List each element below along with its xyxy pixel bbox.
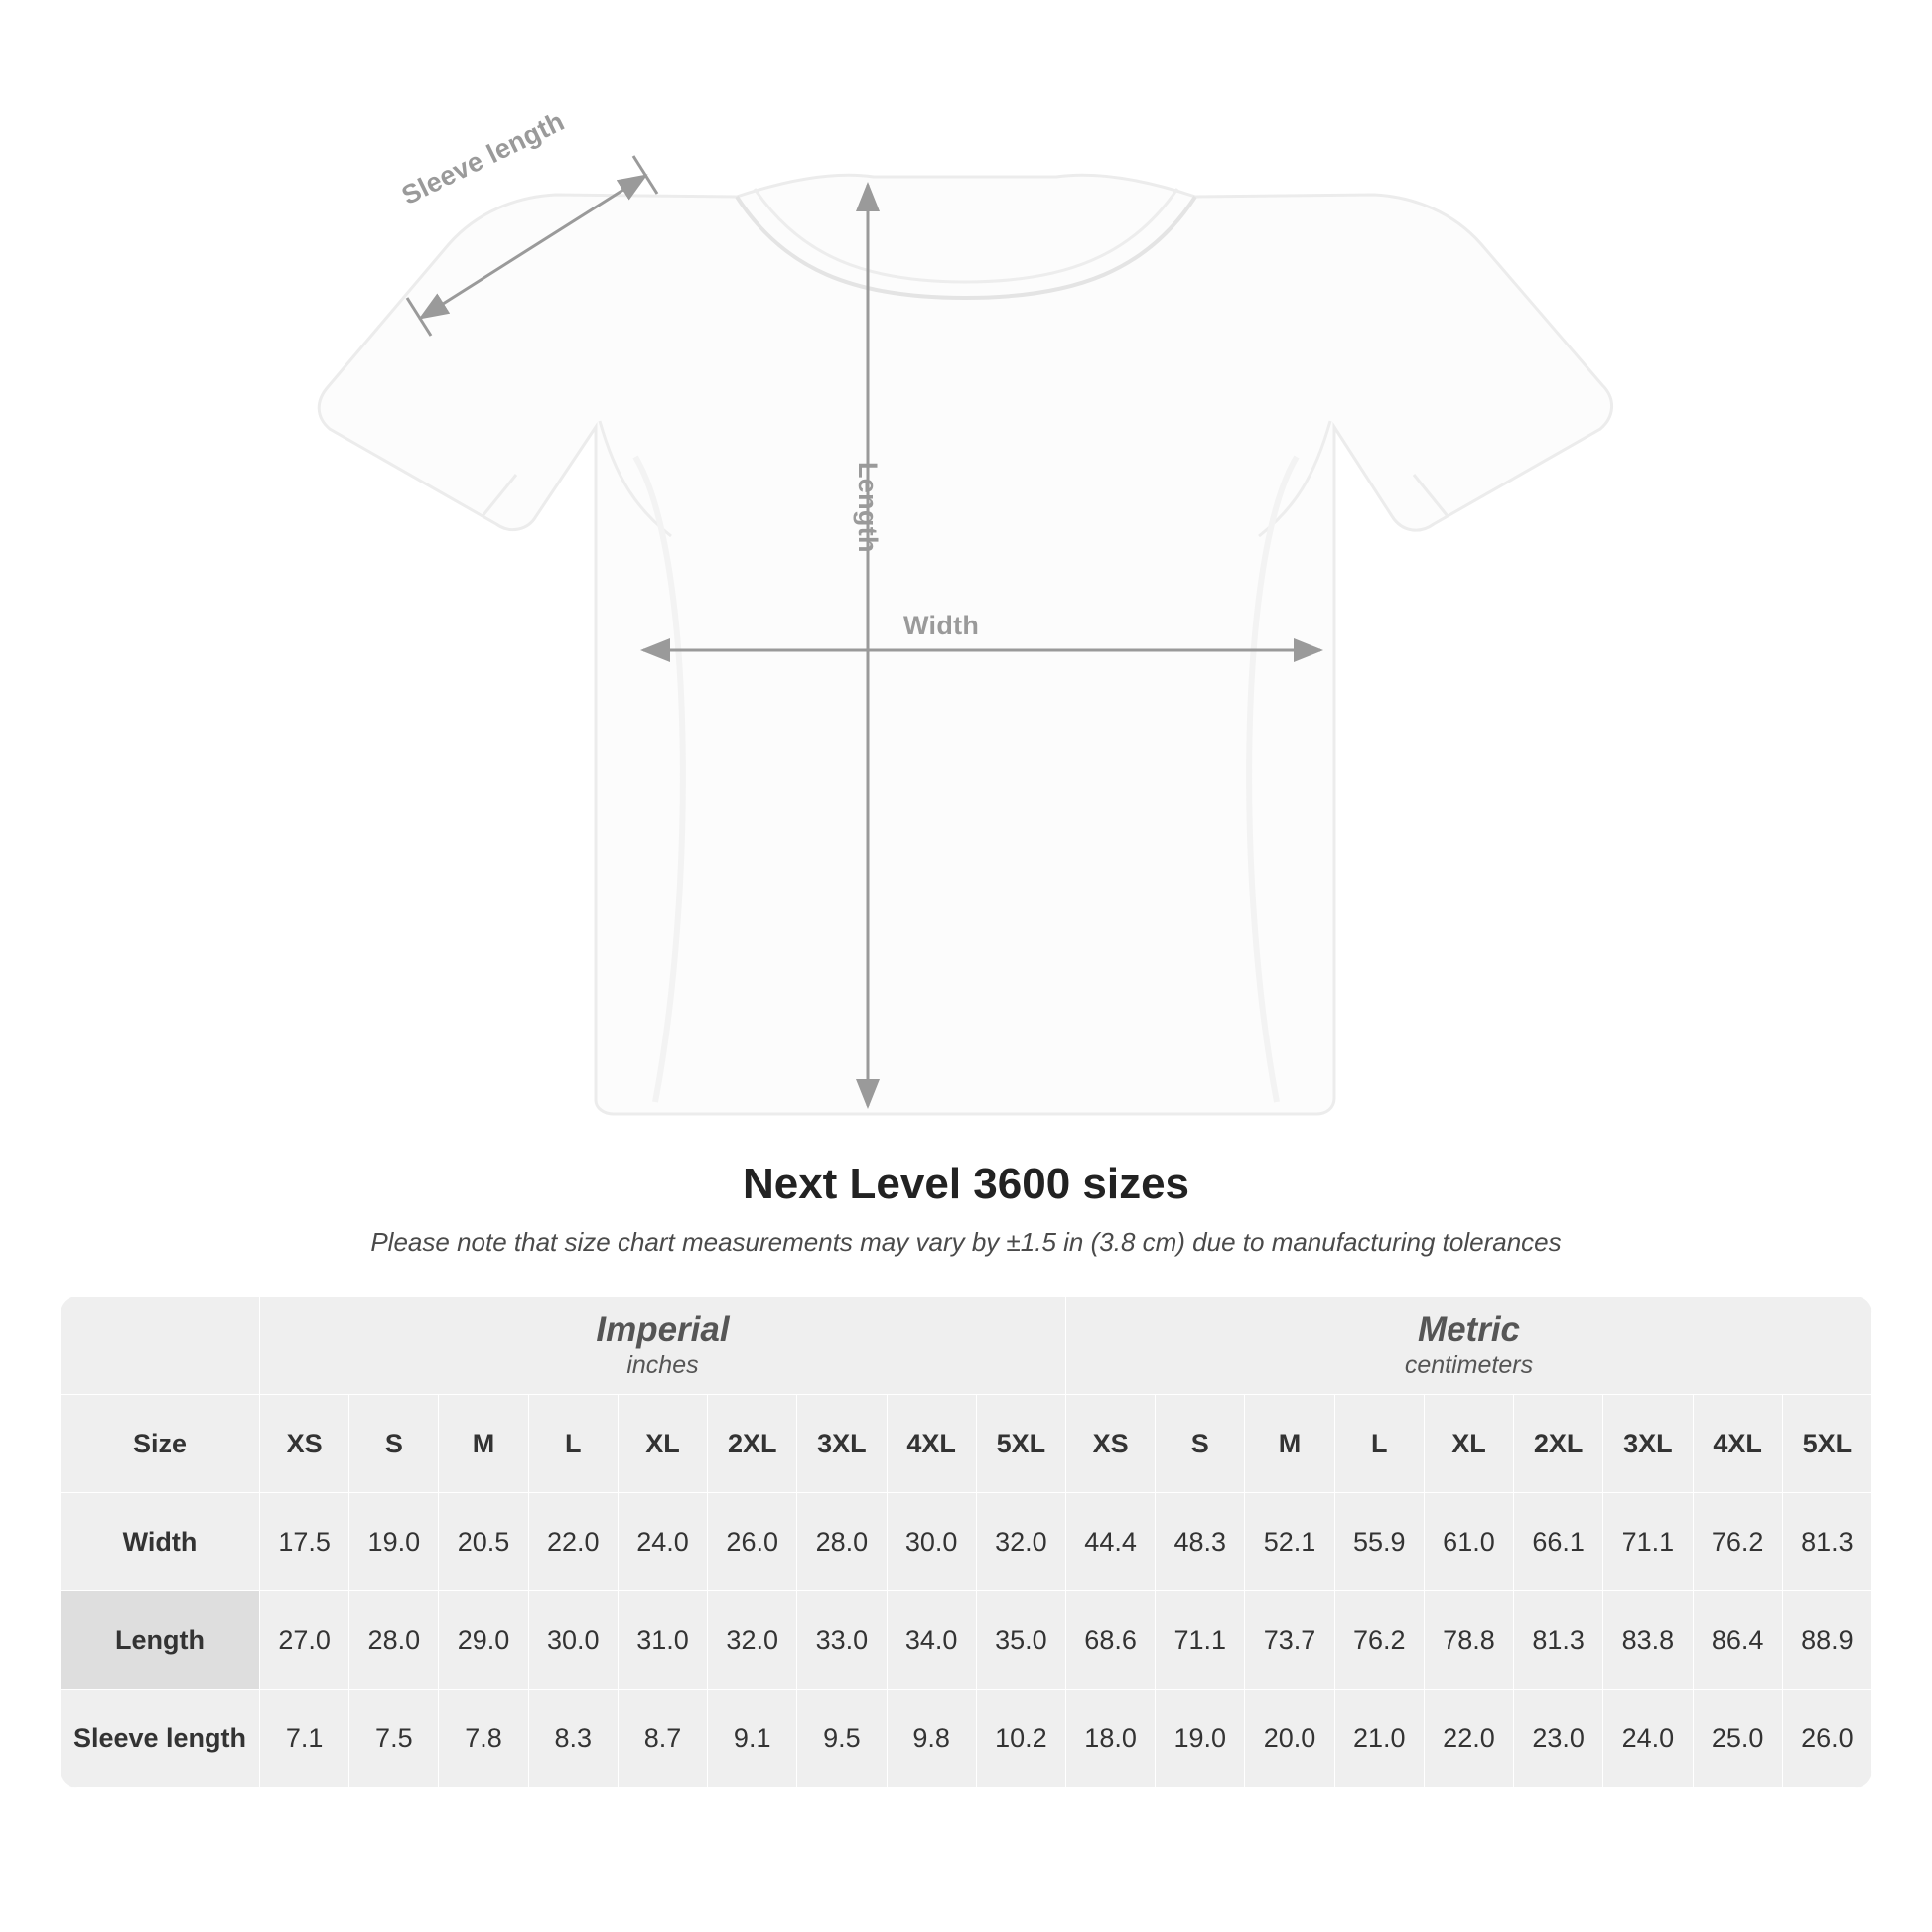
size-column-header: L — [1334, 1395, 1424, 1493]
measurement-cell: 66.1 — [1514, 1493, 1603, 1591]
measurement-cell: 71.1 — [1156, 1591, 1245, 1690]
size-column-header: M — [439, 1395, 528, 1493]
measurement-cell: 19.0 — [1156, 1690, 1245, 1788]
measurement-cell: 34.0 — [887, 1591, 976, 1690]
table-corner-cell — [61, 1297, 260, 1395]
unit-group-name: Imperial — [596, 1310, 730, 1349]
measurement-cell: 20.0 — [1245, 1690, 1334, 1788]
measurement-cell: 21.0 — [1334, 1690, 1424, 1788]
measurement-cell: 78.8 — [1424, 1591, 1513, 1690]
measurement-cell: 7.1 — [260, 1690, 349, 1788]
measurement-cell: 27.0 — [260, 1591, 349, 1690]
measurement-cell: 68.6 — [1065, 1591, 1155, 1690]
table-row — [61, 1690, 1872, 1788]
size-column-header: 2XL — [708, 1395, 797, 1493]
size-column-header: 4XL — [1693, 1395, 1782, 1493]
measurement-cell: 10.2 — [976, 1690, 1065, 1788]
size-column-header: 3XL — [1603, 1395, 1693, 1493]
size-chart-table — [60, 1296, 1872, 1788]
size-column-header: XL — [1424, 1395, 1513, 1493]
measurement-cell: 23.0 — [1514, 1690, 1603, 1788]
length-label: Length — [853, 462, 883, 553]
measurement-cell: 55.9 — [1334, 1493, 1424, 1591]
measurement-cell: 22.0 — [528, 1493, 618, 1591]
size-column-header: 5XL — [1782, 1395, 1871, 1493]
measurement-cell: 33.0 — [797, 1591, 887, 1690]
measurement-row-label: Sleeve length — [61, 1690, 260, 1788]
measurement-row-label: Width — [61, 1493, 260, 1591]
measurement-cell: 30.0 — [887, 1493, 976, 1591]
size-column-header: S — [1156, 1395, 1245, 1493]
measurement-cell: 22.0 — [1424, 1690, 1513, 1788]
measurement-cell: 9.5 — [797, 1690, 887, 1788]
size-column-header: 5XL — [976, 1395, 1065, 1493]
unit-group-header — [1065, 1297, 1871, 1395]
measurement-cell: 88.9 — [1782, 1591, 1871, 1690]
table-row — [61, 1591, 1872, 1690]
measurement-cell: 83.8 — [1603, 1591, 1693, 1690]
size-column-header: S — [349, 1395, 439, 1493]
size-column-header: L — [528, 1395, 618, 1493]
measurement-cell: 17.5 — [260, 1493, 349, 1591]
measurement-cell: 76.2 — [1693, 1493, 1782, 1591]
measurement-cell: 26.0 — [1782, 1690, 1871, 1788]
measurement-cell: 32.0 — [708, 1591, 797, 1690]
size-column-header: 4XL — [887, 1395, 976, 1493]
size-column-header: 2XL — [1514, 1395, 1603, 1493]
size-column-header: XL — [618, 1395, 707, 1493]
measurement-cell: 9.1 — [708, 1690, 797, 1788]
measurement-cell: 29.0 — [439, 1591, 528, 1690]
measurement-cell: 73.7 — [1245, 1591, 1334, 1690]
table-row — [61, 1493, 1872, 1591]
measurement-cell: 52.1 — [1245, 1493, 1334, 1591]
measurement-cell: 9.8 — [887, 1690, 976, 1788]
measurement-cell: 8.7 — [618, 1690, 707, 1788]
unit-group-subtitle: inches — [626, 1351, 699, 1380]
title-block — [0, 1160, 1932, 1258]
measurement-cell: 32.0 — [976, 1493, 1065, 1591]
measurement-cell: 25.0 — [1693, 1690, 1782, 1788]
measurement-cell: 44.4 — [1065, 1493, 1155, 1591]
measurement-cell: 24.0 — [1603, 1690, 1693, 1788]
measurement-cell: 48.3 — [1156, 1493, 1245, 1591]
measurement-cell: 76.2 — [1334, 1591, 1424, 1690]
measurement-cell: 28.0 — [797, 1493, 887, 1591]
measurement-cell: 71.1 — [1603, 1493, 1693, 1591]
measurement-cell: 19.0 — [349, 1493, 439, 1591]
size-column-header: XS — [1065, 1395, 1155, 1493]
measurement-cell: 35.0 — [976, 1591, 1065, 1690]
measurement-cell: 30.0 — [528, 1591, 618, 1690]
unit-group-header — [260, 1297, 1066, 1395]
size-column-header: 3XL — [797, 1395, 887, 1493]
size-column-header: XS — [260, 1395, 349, 1493]
unit-group-name: Metric — [1417, 1310, 1521, 1349]
measurement-cell: 18.0 — [1065, 1690, 1155, 1788]
size-chart-table-wrapper — [60, 1296, 1872, 1788]
measurement-cell: 28.0 — [349, 1591, 439, 1690]
size-header-cell: Size — [61, 1395, 260, 1493]
measurement-cell: 26.0 — [708, 1493, 797, 1591]
unit-group-subtitle: centimeters — [1404, 1351, 1534, 1380]
width-label: Width — [903, 611, 980, 640]
measurement-cell: 31.0 — [618, 1591, 707, 1690]
measurement-cell: 7.5 — [349, 1690, 439, 1788]
measurement-cell: 7.8 — [439, 1690, 528, 1788]
measurement-cell: 20.5 — [439, 1493, 528, 1591]
measurement-cell: 8.3 — [528, 1690, 618, 1788]
measurement-cell: 81.3 — [1782, 1493, 1871, 1591]
measurement-row-label: Length — [61, 1591, 260, 1690]
tolerance-note: Please note that size chart measurements may vary by ±1.5 in (3.8 cm) due to manufacturing tolerances — [370, 1227, 1562, 1257]
measurement-cell: 86.4 — [1693, 1591, 1782, 1690]
measurement-cell: 24.0 — [618, 1493, 707, 1591]
measurement-cell: 61.0 — [1424, 1493, 1513, 1591]
measurement-cell: 81.3 — [1514, 1591, 1603, 1690]
size-column-header: M — [1245, 1395, 1334, 1493]
page-title: Next Level 3600 sizes — [742, 1160, 1190, 1208]
sleeve-length-label: Sleeve length — [397, 105, 570, 210]
